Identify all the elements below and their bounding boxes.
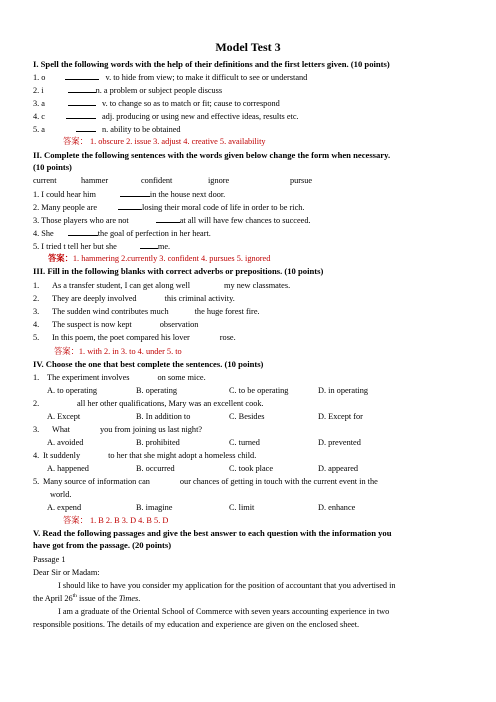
section-5-heading: V. Read the following passages and give the best answer to each question with the information you bbox=[33, 528, 392, 538]
s1-item-1 bbox=[33, 71, 307, 83]
s1-item-1-num: 1. o bbox=[33, 73, 46, 82]
paragraph-1-line-2 bbox=[33, 593, 140, 604]
s3-item-5-text: In this poem, the poet compared his lover bbox=[52, 333, 190, 342]
p1-period: . bbox=[138, 594, 141, 603]
s2-item-1-text: 1. I could hear him bbox=[33, 190, 96, 199]
s4-q3-num: 3. bbox=[33, 425, 40, 434]
section-2-heading-points: (10 points) bbox=[33, 162, 72, 172]
s1-item-5 bbox=[33, 123, 181, 135]
s3-item-4-num: 4. bbox=[33, 320, 40, 329]
s2-item-5-text: 5. I tried t tell her but she bbox=[33, 242, 117, 251]
paragraph-2-line-1: I am a graduate of the Oriental School of Commerce with seven years accounting experience in two bbox=[58, 607, 390, 616]
s2-item-5-rest: me. bbox=[157, 242, 171, 251]
s4-q2 bbox=[33, 398, 264, 409]
s1-item-4-def: adj. producing or using new and effective ideas, results etc. bbox=[101, 112, 299, 121]
s1-item-5-num: 5. a bbox=[33, 125, 45, 134]
option-d[interactable]: D. Except for bbox=[318, 412, 363, 421]
answer-blank[interactable] bbox=[156, 214, 180, 223]
option-b[interactable]: B. imagine bbox=[136, 503, 173, 512]
section-1-heading: I. Spell the following words with the help of their definitions and the first letters given. (10 points) bbox=[33, 59, 390, 69]
s2-item-3 bbox=[33, 214, 311, 226]
s3-item-3-rest: the huge forest fire. bbox=[194, 307, 260, 316]
s3-item-4-text: The suspect is now kept bbox=[52, 320, 132, 329]
s1-item-2-num: 2. i bbox=[33, 86, 44, 95]
s2-item-3-text: 3. Those players who are not bbox=[33, 216, 129, 225]
s3-item-1-num: 1. bbox=[33, 281, 40, 290]
s2-item-3-rest: at all will have few chances to succeed. bbox=[179, 216, 311, 225]
s4-q4-rest: to her that she might adopt a homeless child. bbox=[108, 451, 257, 460]
s4-q3-rest: you from joining us last night? bbox=[99, 425, 203, 434]
section-3-heading: III. Fill in the following blanks with correct adverbs or prepositions. (10 points) bbox=[33, 266, 324, 276]
passage-label: Passage 1 bbox=[33, 555, 66, 564]
s4-q1-options bbox=[47, 385, 368, 396]
s2-item-4 bbox=[33, 227, 211, 239]
option-c[interactable]: C. limit bbox=[229, 503, 255, 512]
option-c[interactable]: C. took place bbox=[229, 464, 274, 473]
s2-item-2-text: 2. Many people are bbox=[33, 203, 98, 212]
answer-blank[interactable] bbox=[68, 227, 98, 236]
s3-item-4-rest: observation bbox=[159, 320, 199, 329]
option-a[interactable]: A. expend bbox=[47, 503, 82, 512]
ordinal-suffix: th bbox=[72, 593, 77, 600]
answer-blank[interactable] bbox=[118, 201, 142, 210]
s4-q3 bbox=[33, 424, 202, 435]
option-a[interactable]: A. happened bbox=[47, 464, 89, 473]
newspaper-title: Times bbox=[118, 594, 139, 603]
word-bank-item: current bbox=[33, 176, 57, 185]
s4-q5-options bbox=[47, 502, 355, 513]
s2-item-2 bbox=[33, 201, 304, 213]
s1-item-3-def: v. to change so as to match or fit; cause to correspond bbox=[101, 99, 280, 108]
s4-q5 bbox=[33, 476, 378, 487]
s4-q5-rest: our chances of getting in touch with the current event in the bbox=[179, 477, 378, 486]
s2-item-1 bbox=[33, 188, 225, 200]
word-bank-item: ignore bbox=[208, 176, 230, 185]
s4-q3-options bbox=[47, 437, 361, 448]
p1-text: the April 26 bbox=[33, 594, 73, 603]
s1-item-4-num: 4. c bbox=[33, 112, 45, 121]
answer-blank[interactable] bbox=[68, 97, 96, 106]
s4-q4-text: It suddenly bbox=[43, 451, 81, 460]
s2-item-1-rest: in the house next door. bbox=[149, 190, 226, 199]
s4-answer: 答案： 1. B 2. B 3. D 4. B 5. D bbox=[63, 516, 169, 525]
s2-answer-text: 1. hammering 2.currently 3. confident 4. pursues 5. ignored bbox=[72, 254, 271, 263]
answer-blank[interactable] bbox=[68, 84, 96, 93]
s4-q5-continued: world. bbox=[50, 490, 72, 499]
answer-blank[interactable] bbox=[66, 110, 96, 119]
s4-q4-options bbox=[47, 463, 358, 474]
s4-q5-num: 5. bbox=[33, 477, 40, 486]
s1-answer: 答案： 1. obscure 2. issue 3. adjust 4. creative 5. availability bbox=[63, 137, 266, 146]
s3-item-2-text: They are deeply involved bbox=[52, 294, 137, 303]
s4-q1-num: 1. bbox=[33, 373, 40, 382]
answer-blank[interactable] bbox=[140, 240, 158, 249]
option-c[interactable]: C. to be operating bbox=[229, 386, 289, 395]
word-bank bbox=[33, 175, 312, 186]
s1-item-1-def: v. to hide from view; to make it difficult to see or understand bbox=[105, 73, 308, 82]
option-d[interactable]: D. appeared bbox=[318, 464, 359, 473]
s3-item-5-rest: rose. bbox=[219, 333, 236, 342]
letter-salutation: Dear Sir or Madam: bbox=[33, 568, 100, 577]
option-c[interactable]: C. turned bbox=[229, 438, 260, 447]
s4-q3-text: What bbox=[52, 425, 70, 434]
s3-item-5-num: 5. bbox=[33, 333, 40, 342]
paragraph-2-line-2: responsible positions. The details of my education and experience are given on the enclosed sheet. bbox=[33, 620, 360, 629]
s4-q4 bbox=[33, 450, 256, 461]
s3-item-5 bbox=[33, 332, 236, 343]
option-a[interactable]: A. to operating bbox=[47, 386, 98, 395]
word-bank-item: pursue bbox=[290, 176, 313, 185]
option-d[interactable]: D. enhance bbox=[318, 503, 356, 512]
s3-item-2 bbox=[33, 293, 235, 304]
option-b[interactable]: B. operating bbox=[136, 386, 178, 395]
option-c[interactable]: C. Besides bbox=[229, 412, 265, 421]
option-a[interactable]: A. avoided bbox=[47, 438, 84, 447]
s4-q1 bbox=[33, 372, 206, 383]
s3-item-1 bbox=[33, 280, 290, 291]
page-title: Model Test 3 bbox=[215, 40, 281, 54]
s4-q1-text: The experiment involves bbox=[47, 373, 130, 382]
s2-item-2-rest: losing their moral code of life in order to be rich. bbox=[142, 203, 305, 212]
s4-q4-num: 4. bbox=[33, 451, 40, 460]
s1-item-3-num: 3. a bbox=[33, 99, 45, 108]
section-4-heading: IV. Choose the one that best complete the sentences. (10 points) bbox=[33, 359, 264, 369]
s2-answer-label: 答案： bbox=[48, 254, 73, 263]
s4-q1-rest: on some mice. bbox=[157, 373, 206, 382]
option-d[interactable]: D. in operating bbox=[318, 386, 369, 395]
s1-item-5-def: n. ability to be obtained bbox=[101, 125, 181, 134]
s2-item-4-rest: the goal of perfection in her heart. bbox=[97, 229, 211, 238]
s3-item-2-num: 2. bbox=[33, 294, 40, 303]
s1-item-3 bbox=[33, 97, 280, 109]
s4-q2-options bbox=[47, 411, 363, 422]
s1-item-2 bbox=[33, 84, 222, 96]
s4-q2-num: 2. bbox=[33, 399, 40, 408]
s3-item-3-text: The sudden wind contributes much bbox=[52, 307, 169, 316]
s3-answer: 答案：1. with 2. in 3. to 4. under 5. to bbox=[54, 347, 182, 356]
word-bank-item: hammer bbox=[81, 176, 109, 185]
option-b[interactable]: B. prohibited bbox=[136, 438, 180, 447]
s2-answer bbox=[48, 253, 270, 264]
option-b[interactable]: B. occurred bbox=[136, 464, 175, 473]
s1-item-4 bbox=[33, 110, 299, 122]
s3-item-3-num: 3. bbox=[33, 307, 40, 316]
s4-q5-text: Many source of information can bbox=[43, 477, 150, 486]
s2-item-4-text: 4. She bbox=[33, 229, 54, 238]
paragraph-1-line-1: I should like to have you consider my application for the position of accountant that you advertised in bbox=[58, 581, 396, 590]
section-2-heading: II. Complete the following sentences with the words given below change the form when necessary. bbox=[33, 150, 391, 160]
option-b[interactable]: B. In addition to bbox=[136, 412, 191, 421]
answer-blank[interactable] bbox=[120, 188, 150, 197]
word-bank-item: confident bbox=[141, 176, 173, 185]
option-a[interactable]: A. Except bbox=[47, 412, 81, 421]
s3-item-2-rest: this criminal activity. bbox=[164, 294, 235, 303]
option-d[interactable]: D. prevented bbox=[318, 438, 361, 447]
s3-item-4 bbox=[33, 319, 198, 330]
s3-item-1-rest: my new classmates. bbox=[224, 281, 291, 290]
section-5-heading-points: have got from the passage. (20 points) bbox=[33, 540, 172, 550]
s2-item-5 bbox=[33, 240, 170, 252]
s1-item-2-def: n. a problem or subject people discuss bbox=[95, 86, 223, 95]
s3-item-1-text: As a transfer student, I can get along well bbox=[52, 281, 191, 290]
p1-text-cont: issue of the bbox=[76, 594, 119, 603]
s3-item-3 bbox=[33, 306, 260, 317]
answer-blank[interactable] bbox=[76, 123, 96, 132]
s4-q2-text: all her other qualifications, Mary was an excellent cook. bbox=[77, 399, 264, 408]
answer-blank[interactable] bbox=[65, 71, 99, 80]
